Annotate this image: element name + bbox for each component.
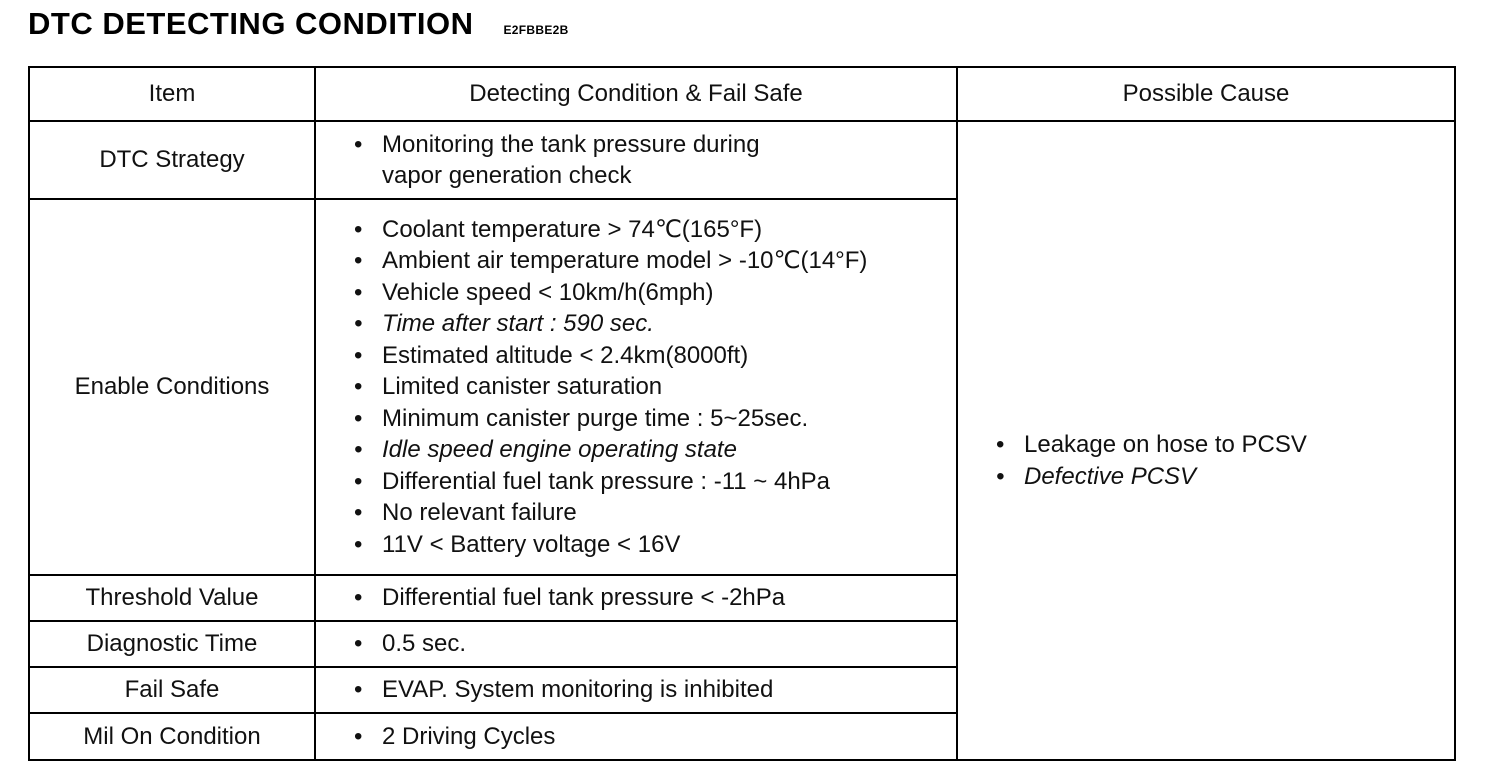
condition-item: • Differential fuel tank pressure : -11 ~ 4hPa [354,466,956,498]
row-item-fail-safe: Fail Safe [29,667,315,713]
possible-cause-list [996,429,1454,492]
condition-list [354,628,956,660]
cause-item: • Leakage on hose to PCSV [996,429,1454,461]
condition-item: • Idle speed engine operating state [354,434,956,466]
row-conditions [315,667,957,713]
table-row [29,121,1455,199]
row-conditions [315,575,957,621]
condition-list [354,129,956,192]
title-bar [28,6,569,42]
row-item-enable-conditions: Enable Conditions [29,199,315,575]
possible-cause-cell [957,121,1455,760]
column-header-item: Item [29,67,315,121]
condition-item: • Vehicle speed < 10km/h(6mph) [354,277,956,309]
condition-item: • Minimum canister purge time : 5~25sec. [354,403,956,435]
condition-item: • Differential fuel tank pressure < -2hPa [354,582,956,614]
row-item-dtc-strategy: DTC Strategy [29,121,315,199]
condition-item: • 11V < Battery voltage < 16V [354,529,956,561]
column-header-detecting-condition: Detecting Condition & Fail Safe [315,67,957,121]
condition-item: • Ambient air temperature model > -10℃(14°F) [354,245,956,277]
page-title: DTC DETECTING CONDITION [28,6,474,41]
dtc-condition-table [28,66,1456,761]
row-conditions [315,713,957,760]
condition-item: • EVAP. System monitoring is inhibited [354,674,956,706]
row-conditions [315,199,957,575]
condition-item: • No relevant failure [354,497,956,529]
condition-list [354,582,956,614]
row-conditions [315,121,957,199]
document-code: E2FBBE2B [503,23,569,37]
condition-item: • 2 Driving Cycles [354,721,956,753]
row-item-diagnostic-time: Diagnostic Time [29,621,315,667]
condition-list [354,674,956,706]
condition-list [354,721,956,753]
condition-item: • Limited canister saturation [354,371,956,403]
row-conditions [315,621,957,667]
condition-item: • Coolant temperature > 74℃(165°F) [354,214,956,246]
row-item-mil-on-condition: Mil On Condition [29,713,315,760]
condition-item: • 0.5 sec. [354,628,956,660]
condition-item: • Estimated altitude < 2.4km(8000ft) [354,340,956,372]
condition-item: • Time after start : 590 sec. [354,308,956,340]
condition-item: • Monitoring the tank pressure during vapor generation check [354,129,822,192]
row-item-threshold-value: Threshold Value [29,575,315,621]
condition-list [354,214,956,561]
table-header-row [29,67,1455,121]
cause-item: • Defective PCSV [996,461,1454,493]
column-header-possible-cause: Possible Cause [957,67,1455,121]
